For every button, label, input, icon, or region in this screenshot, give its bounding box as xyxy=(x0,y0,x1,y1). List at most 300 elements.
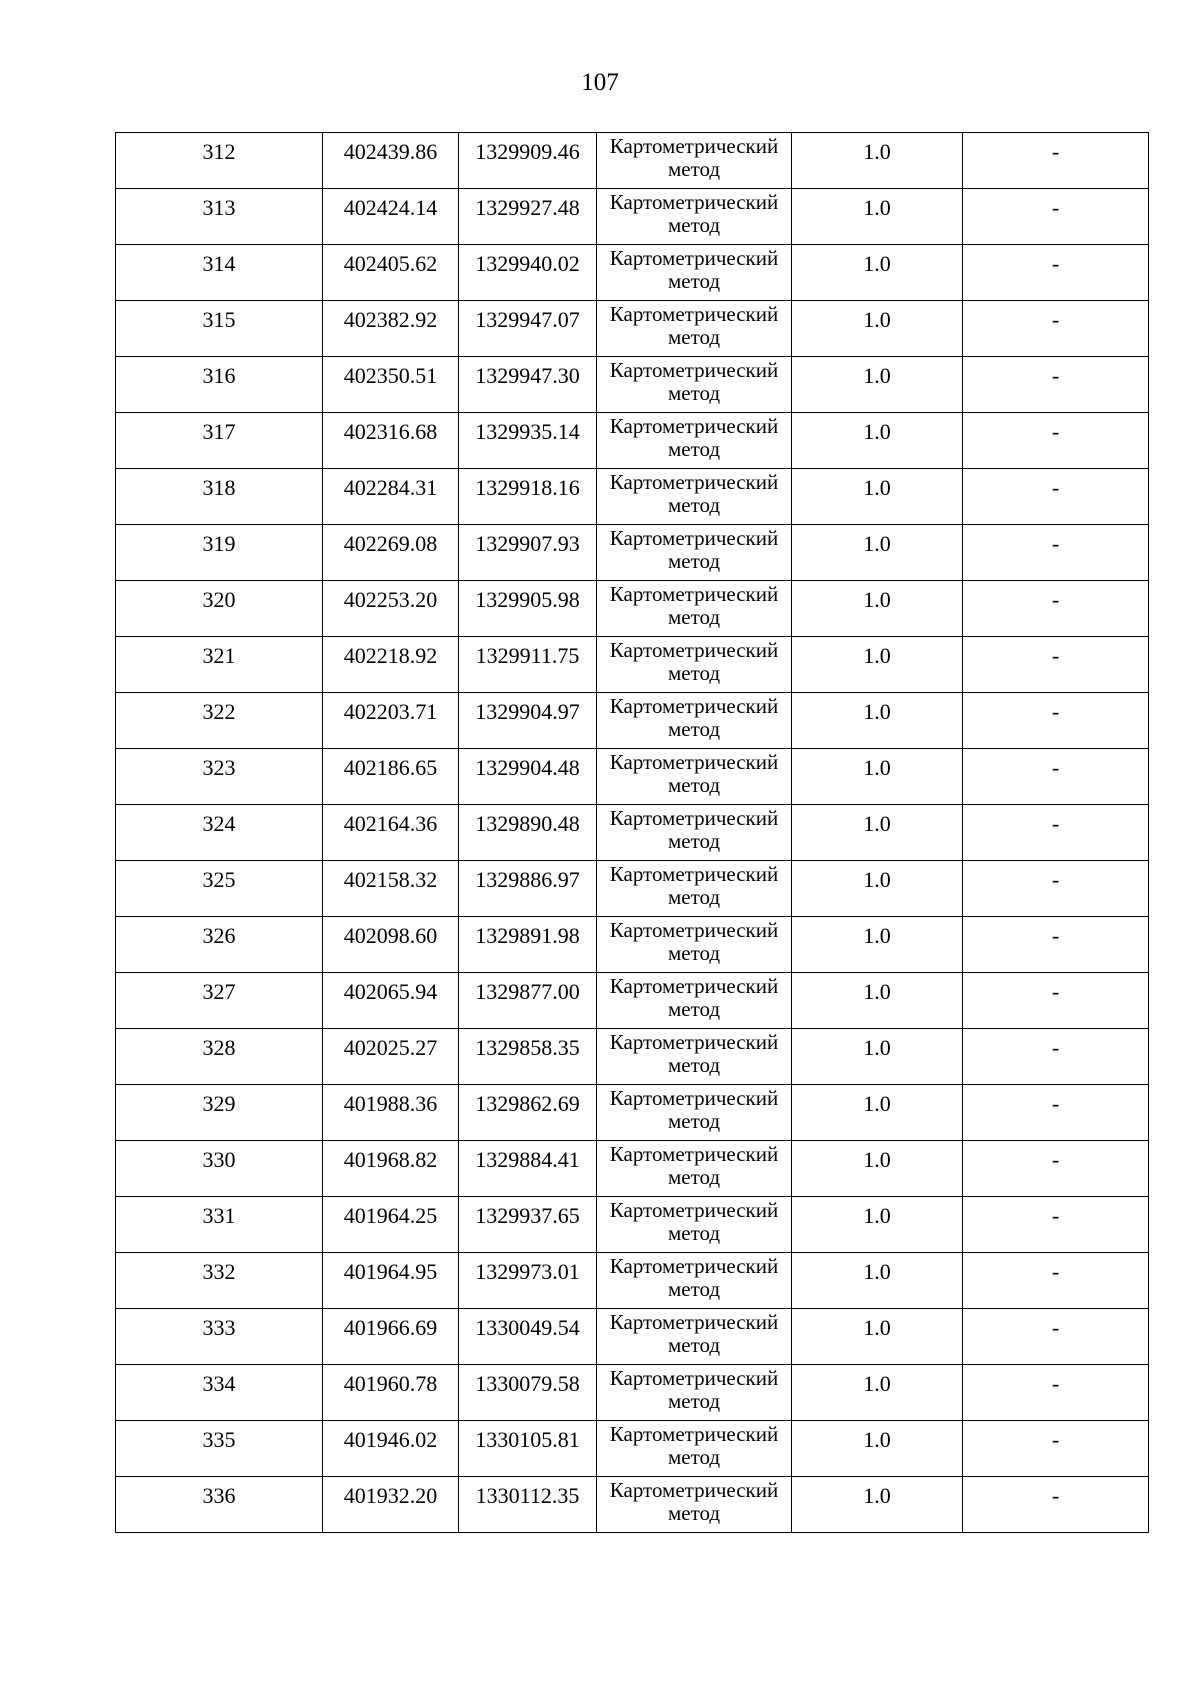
y-coordinate-cell xyxy=(459,1141,597,1197)
x-coordinate-cell-text: 402164.36 xyxy=(343,811,438,836)
x-coordinate-cell xyxy=(323,413,459,469)
y-coordinate-cell-text: 1330105.81 xyxy=(475,1427,580,1452)
y-coordinate-cell-text: 1329911.75 xyxy=(475,643,580,668)
method-cell xyxy=(597,525,792,581)
method-cell xyxy=(597,413,792,469)
note-cell xyxy=(963,1085,1149,1141)
point-number-cell-text: 332 xyxy=(202,1259,236,1284)
x-coordinate-cell-text: 402186.65 xyxy=(343,755,438,780)
note-cell xyxy=(963,1365,1149,1421)
method-line-2: метод xyxy=(667,1501,721,1525)
note-cell xyxy=(963,637,1149,693)
accuracy-cell-text: 1.0 xyxy=(863,1483,891,1508)
y-coordinate-cell xyxy=(459,469,597,525)
method-line-1: Картометрический xyxy=(609,1478,779,1502)
note-cell xyxy=(963,581,1149,637)
y-coordinate-cell-text: 1329886.97 xyxy=(475,867,580,892)
x-coordinate-cell xyxy=(323,1197,459,1253)
method-line-2: метод xyxy=(667,829,721,853)
point-number-cell xyxy=(116,1477,323,1533)
x-coordinate-cell-text: 401964.95 xyxy=(343,1259,438,1284)
point-number-cell xyxy=(116,1365,323,1421)
x-coordinate-cell xyxy=(323,469,459,525)
note-cell-text: - xyxy=(1051,755,1060,780)
table-row xyxy=(116,1141,1149,1197)
method-cell xyxy=(597,357,792,413)
accuracy-cell-text: 1.0 xyxy=(863,755,891,780)
method-line-1: Картометрический xyxy=(609,1422,779,1446)
x-coordinate-cell xyxy=(323,1365,459,1421)
x-coordinate-cell xyxy=(323,133,459,189)
note-cell-text: - xyxy=(1051,811,1060,836)
point-number-cell xyxy=(116,1309,323,1365)
point-number-cell xyxy=(116,189,323,245)
y-coordinate-cell-text: 1329884.41 xyxy=(475,1147,580,1172)
y-coordinate-cell xyxy=(459,861,597,917)
x-coordinate-cell xyxy=(323,637,459,693)
x-coordinate-cell xyxy=(323,917,459,973)
accuracy-cell xyxy=(792,1477,963,1533)
accuracy-cell-text: 1.0 xyxy=(863,1371,891,1396)
method-line-1: Картометрический xyxy=(609,526,779,550)
x-coordinate-cell-text: 402065.94 xyxy=(343,979,438,1004)
x-coordinate-cell-text: 402284.31 xyxy=(343,475,438,500)
x-coordinate-cell-text: 402382.92 xyxy=(343,307,438,332)
note-cell-text: - xyxy=(1051,923,1060,948)
method-line-2: метод xyxy=(667,773,721,797)
y-coordinate-cell xyxy=(459,917,597,973)
method-line-2: метод xyxy=(667,325,721,349)
note-cell xyxy=(963,693,1149,749)
point-number-cell-text: 331 xyxy=(202,1203,236,1228)
x-coordinate-cell xyxy=(323,525,459,581)
y-coordinate-cell xyxy=(459,189,597,245)
point-number-cell-text: 329 xyxy=(202,1091,236,1116)
table-row xyxy=(116,861,1149,917)
x-coordinate-cell-text: 402405.62 xyxy=(343,251,438,276)
note-cell-text: - xyxy=(1051,251,1060,276)
accuracy-cell-text: 1.0 xyxy=(863,1427,891,1452)
note-cell-text: - xyxy=(1051,1035,1060,1060)
x-coordinate-cell-text: 402253.20 xyxy=(343,587,438,612)
point-number-cell-text: 319 xyxy=(202,531,236,556)
method-cell xyxy=(597,973,792,1029)
accuracy-cell xyxy=(792,245,963,301)
y-coordinate-cell-text: 1329862.69 xyxy=(475,1091,580,1116)
method-cell xyxy=(597,1421,792,1477)
note-cell xyxy=(963,1477,1149,1533)
x-coordinate-cell xyxy=(323,301,459,357)
method-cell xyxy=(597,1029,792,1085)
point-number-cell xyxy=(116,1421,323,1477)
method-cell xyxy=(597,469,792,525)
x-coordinate-cell xyxy=(323,1477,459,1533)
note-cell-text: - xyxy=(1051,1371,1060,1396)
point-number-cell-text: 328 xyxy=(202,1035,236,1060)
x-coordinate-cell-text: 402424.14 xyxy=(343,195,438,220)
point-number-cell-text: 315 xyxy=(202,307,236,332)
method-line-1: Картометрический xyxy=(609,974,779,998)
method-cell xyxy=(597,301,792,357)
y-coordinate-cell-text: 1329891.98 xyxy=(475,923,580,948)
accuracy-cell-text: 1.0 xyxy=(863,979,891,1004)
accuracy-cell-text: 1.0 xyxy=(863,643,891,668)
note-cell-text: - xyxy=(1051,307,1060,332)
note-cell-text: - xyxy=(1051,1483,1060,1508)
accuracy-cell xyxy=(792,1085,963,1141)
accuracy-cell-text: 1.0 xyxy=(863,1091,891,1116)
x-coordinate-cell xyxy=(323,749,459,805)
table-row xyxy=(116,805,1149,861)
point-number-cell xyxy=(116,861,323,917)
method-line-1: Картометрический xyxy=(609,862,779,886)
y-coordinate-cell-text: 1330112.35 xyxy=(475,1483,580,1508)
method-cell xyxy=(597,245,792,301)
point-number-cell-text: 336 xyxy=(202,1483,236,1508)
x-coordinate-cell-text: 401946.02 xyxy=(343,1427,438,1452)
accuracy-cell xyxy=(792,1365,963,1421)
accuracy-cell-text: 1.0 xyxy=(863,1147,891,1172)
y-coordinate-cell xyxy=(459,301,597,357)
point-number-cell xyxy=(116,917,323,973)
y-coordinate-cell-text: 1329973.01 xyxy=(475,1259,580,1284)
x-coordinate-cell xyxy=(323,1309,459,1365)
y-coordinate-cell xyxy=(459,973,597,1029)
method-line-2: метод xyxy=(667,493,721,517)
accuracy-cell xyxy=(792,133,963,189)
y-coordinate-cell-text: 1329858.35 xyxy=(475,1035,580,1060)
point-number-cell xyxy=(116,1029,323,1085)
y-coordinate-cell-text: 1329918.16 xyxy=(475,475,580,500)
y-coordinate-cell xyxy=(459,637,597,693)
point-number-cell-text: 326 xyxy=(202,923,236,948)
x-coordinate-cell xyxy=(323,861,459,917)
note-cell-text: - xyxy=(1051,1203,1060,1228)
table-row xyxy=(116,1421,1149,1477)
point-number-cell xyxy=(116,245,323,301)
method-cell xyxy=(597,1253,792,1309)
y-coordinate-cell-text: 1330049.54 xyxy=(475,1315,580,1340)
point-number-cell-text: 322 xyxy=(202,699,236,724)
note-cell xyxy=(963,1253,1149,1309)
accuracy-cell xyxy=(792,693,963,749)
table-row xyxy=(116,245,1149,301)
method-line-1: Картометрический xyxy=(609,1198,779,1222)
note-cell xyxy=(963,917,1149,973)
note-cell-text: - xyxy=(1051,1427,1060,1452)
method-line-2: метод xyxy=(667,269,721,293)
accuracy-cell-text: 1.0 xyxy=(863,1259,891,1284)
note-cell-text: - xyxy=(1051,1315,1060,1340)
accuracy-cell-text: 1.0 xyxy=(863,1203,891,1228)
note-cell-text: - xyxy=(1051,979,1060,1004)
note-cell xyxy=(963,749,1149,805)
method-line-2: метод xyxy=(667,381,721,405)
note-cell-text: - xyxy=(1051,195,1060,220)
accuracy-cell-text: 1.0 xyxy=(863,811,891,836)
method-line-2: метод xyxy=(667,1445,721,1469)
table-row xyxy=(116,525,1149,581)
table-row xyxy=(116,189,1149,245)
point-number-cell xyxy=(116,413,323,469)
accuracy-cell xyxy=(792,413,963,469)
x-coordinate-cell-text: 401968.82 xyxy=(343,1147,438,1172)
note-cell xyxy=(963,525,1149,581)
method-line-2: метод xyxy=(667,885,721,909)
method-cell xyxy=(597,805,792,861)
note-cell xyxy=(963,973,1149,1029)
method-line-2: метод xyxy=(667,1165,721,1189)
method-line-1: Картометрический xyxy=(609,134,779,158)
accuracy-cell xyxy=(792,357,963,413)
y-coordinate-cell xyxy=(459,1365,597,1421)
coordinates-table-body xyxy=(116,133,1149,1533)
x-coordinate-cell-text: 401964.25 xyxy=(343,1203,438,1228)
method-line-1: Картометрический xyxy=(609,1086,779,1110)
method-line-1: Картометрический xyxy=(609,358,779,382)
x-coordinate-cell xyxy=(323,1421,459,1477)
note-cell xyxy=(963,1029,1149,1085)
accuracy-cell xyxy=(792,861,963,917)
note-cell xyxy=(963,189,1149,245)
point-number-cell-text: 327 xyxy=(202,979,236,1004)
y-coordinate-cell-text: 1329947.07 xyxy=(475,307,580,332)
method-cell xyxy=(597,917,792,973)
x-coordinate-cell-text: 402203.71 xyxy=(343,699,438,724)
y-coordinate-cell xyxy=(459,245,597,301)
method-cell xyxy=(597,749,792,805)
x-coordinate-cell xyxy=(323,189,459,245)
point-number-cell xyxy=(116,1141,323,1197)
accuracy-cell-text: 1.0 xyxy=(863,531,891,556)
note-cell-text: - xyxy=(1051,643,1060,668)
method-line-2: метод xyxy=(667,157,721,181)
method-line-2: метод xyxy=(667,1221,721,1245)
accuracy-cell-text: 1.0 xyxy=(863,475,891,500)
note-cell xyxy=(963,1421,1149,1477)
accuracy-cell xyxy=(792,301,963,357)
y-coordinate-cell xyxy=(459,1309,597,1365)
x-coordinate-cell xyxy=(323,1029,459,1085)
table-row xyxy=(116,133,1149,189)
accuracy-cell-text: 1.0 xyxy=(863,363,891,388)
point-number-cell xyxy=(116,133,323,189)
table-row xyxy=(116,1085,1149,1141)
method-line-2: метод xyxy=(667,1389,721,1413)
accuracy-cell xyxy=(792,917,963,973)
x-coordinate-cell-text: 401966.69 xyxy=(343,1315,438,1340)
point-number-cell-text: 314 xyxy=(202,251,236,276)
y-coordinate-cell xyxy=(459,1197,597,1253)
method-line-2: метод xyxy=(667,549,721,573)
accuracy-cell xyxy=(792,189,963,245)
method-line-2: метод xyxy=(667,997,721,1021)
x-coordinate-cell xyxy=(323,805,459,861)
method-line-2: метод xyxy=(667,661,721,685)
method-cell xyxy=(597,133,792,189)
x-coordinate-cell-text: 402350.51 xyxy=(343,363,438,388)
method-line-1: Картометрический xyxy=(609,470,779,494)
method-line-1: Картометрический xyxy=(609,414,779,438)
y-coordinate-cell xyxy=(459,1477,597,1533)
y-coordinate-cell xyxy=(459,1421,597,1477)
accuracy-cell xyxy=(792,973,963,1029)
table-row xyxy=(116,581,1149,637)
method-line-1: Картометрический xyxy=(609,806,779,830)
accuracy-cell xyxy=(792,1309,963,1365)
method-line-1: Картометрический xyxy=(609,638,779,662)
point-number-cell-text: 325 xyxy=(202,867,236,892)
point-number-cell xyxy=(116,525,323,581)
table-row xyxy=(116,301,1149,357)
method-cell xyxy=(597,1309,792,1365)
x-coordinate-cell-text: 401988.36 xyxy=(343,1091,438,1116)
point-number-cell-text: 320 xyxy=(202,587,236,612)
x-coordinate-cell-text: 401932.20 xyxy=(343,1483,438,1508)
note-cell-text: - xyxy=(1051,867,1060,892)
y-coordinate-cell-text: 1329904.48 xyxy=(475,755,580,780)
method-line-2: метод xyxy=(667,1333,721,1357)
note-cell xyxy=(963,301,1149,357)
y-coordinate-cell xyxy=(459,413,597,469)
accuracy-cell xyxy=(792,749,963,805)
y-coordinate-cell-text: 1329904.97 xyxy=(475,699,580,724)
point-number-cell xyxy=(116,1197,323,1253)
table-row xyxy=(116,1029,1149,1085)
method-line-2: метод xyxy=(667,213,721,237)
point-number-cell-text: 335 xyxy=(202,1427,236,1452)
point-number-cell xyxy=(116,581,323,637)
table-row xyxy=(116,693,1149,749)
accuracy-cell-text: 1.0 xyxy=(863,419,891,444)
table-row xyxy=(116,1365,1149,1421)
accuracy-cell-text: 1.0 xyxy=(863,867,891,892)
note-cell xyxy=(963,1309,1149,1365)
accuracy-cell-text: 1.0 xyxy=(863,1035,891,1060)
point-number-cell-text: 330 xyxy=(202,1147,236,1172)
y-coordinate-cell-text: 1329940.02 xyxy=(475,251,580,276)
note-cell-text: - xyxy=(1051,1259,1060,1284)
point-number-cell-text: 323 xyxy=(202,755,236,780)
method-line-2: метод xyxy=(667,1109,721,1133)
point-number-cell-text: 312 xyxy=(202,139,236,164)
point-number-cell xyxy=(116,973,323,1029)
y-coordinate-cell xyxy=(459,525,597,581)
x-coordinate-cell-text: 402158.32 xyxy=(343,867,438,892)
note-cell-text: - xyxy=(1051,363,1060,388)
accuracy-cell xyxy=(792,581,963,637)
y-coordinate-cell xyxy=(459,357,597,413)
x-coordinate-cell-text: 402316.68 xyxy=(343,419,438,444)
note-cell-text: - xyxy=(1051,699,1060,724)
y-coordinate-cell xyxy=(459,1029,597,1085)
note-cell-text: - xyxy=(1051,587,1060,612)
note-cell-text: - xyxy=(1051,1147,1060,1172)
note-cell xyxy=(963,357,1149,413)
y-coordinate-cell xyxy=(459,1085,597,1141)
method-line-2: метод xyxy=(667,1053,721,1077)
note-cell-text: - xyxy=(1051,1091,1060,1116)
method-line-2: метод xyxy=(667,437,721,461)
method-line-1: Картометрический xyxy=(609,918,779,942)
point-number-cell xyxy=(116,749,323,805)
table-row xyxy=(116,749,1149,805)
note-cell-text: - xyxy=(1051,531,1060,556)
y-coordinate-cell xyxy=(459,133,597,189)
x-coordinate-cell xyxy=(323,693,459,749)
note-cell-text: - xyxy=(1051,419,1060,444)
point-number-cell-text: 316 xyxy=(202,363,236,388)
accuracy-cell-text: 1.0 xyxy=(863,307,891,332)
x-coordinate-cell-text: 402218.92 xyxy=(343,643,438,668)
method-line-1: Картометрический xyxy=(609,582,779,606)
point-number-cell-text: 324 xyxy=(202,811,236,836)
point-number-cell-text: 333 xyxy=(202,1315,236,1340)
accuracy-cell xyxy=(792,469,963,525)
table-row xyxy=(116,1253,1149,1309)
method-line-1: Картометрический xyxy=(609,694,779,718)
point-number-cell xyxy=(116,805,323,861)
accuracy-cell-text: 1.0 xyxy=(863,587,891,612)
method-line-2: метод xyxy=(667,1277,721,1301)
note-cell xyxy=(963,469,1149,525)
x-coordinate-cell xyxy=(323,357,459,413)
method-line-1: Картометрический xyxy=(609,190,779,214)
method-line-1: Картометрический xyxy=(609,1254,779,1278)
y-coordinate-cell-text: 1330079.58 xyxy=(475,1371,580,1396)
y-coordinate-cell xyxy=(459,1253,597,1309)
accuracy-cell-text: 1.0 xyxy=(863,139,891,164)
y-coordinate-cell xyxy=(459,581,597,637)
y-coordinate-cell xyxy=(459,693,597,749)
note-cell xyxy=(963,413,1149,469)
y-coordinate-cell-text: 1329927.48 xyxy=(475,195,580,220)
x-coordinate-cell-text: 402439.86 xyxy=(343,139,438,164)
accuracy-cell xyxy=(792,1197,963,1253)
point-number-cell xyxy=(116,1085,323,1141)
page-number: 107 xyxy=(581,69,619,96)
point-number-cell xyxy=(116,1253,323,1309)
accuracy-cell xyxy=(792,1141,963,1197)
table-row xyxy=(116,413,1149,469)
method-line-1: Картометрический xyxy=(609,1310,779,1334)
table-row xyxy=(116,357,1149,413)
method-cell xyxy=(597,1197,792,1253)
method-line-2: метод xyxy=(667,605,721,629)
note-cell xyxy=(963,133,1149,189)
method-cell xyxy=(597,1365,792,1421)
accuracy-cell xyxy=(792,637,963,693)
note-cell-text: - xyxy=(1051,475,1060,500)
method-line-2: метод xyxy=(667,717,721,741)
x-coordinate-cell xyxy=(323,973,459,1029)
y-coordinate-cell-text: 1329909.46 xyxy=(475,139,580,164)
y-coordinate-cell xyxy=(459,749,597,805)
method-cell xyxy=(597,1085,792,1141)
point-number-cell xyxy=(116,637,323,693)
method-cell xyxy=(597,189,792,245)
y-coordinate-cell xyxy=(459,805,597,861)
method-cell xyxy=(597,637,792,693)
note-cell xyxy=(963,245,1149,301)
note-cell-text: - xyxy=(1051,139,1060,164)
point-number-cell-text: 317 xyxy=(202,419,236,444)
y-coordinate-cell-text: 1329907.93 xyxy=(475,531,580,556)
table-row xyxy=(116,917,1149,973)
point-number-cell xyxy=(116,469,323,525)
method-line-1: Картометрический xyxy=(609,246,779,270)
x-coordinate-cell xyxy=(323,1141,459,1197)
